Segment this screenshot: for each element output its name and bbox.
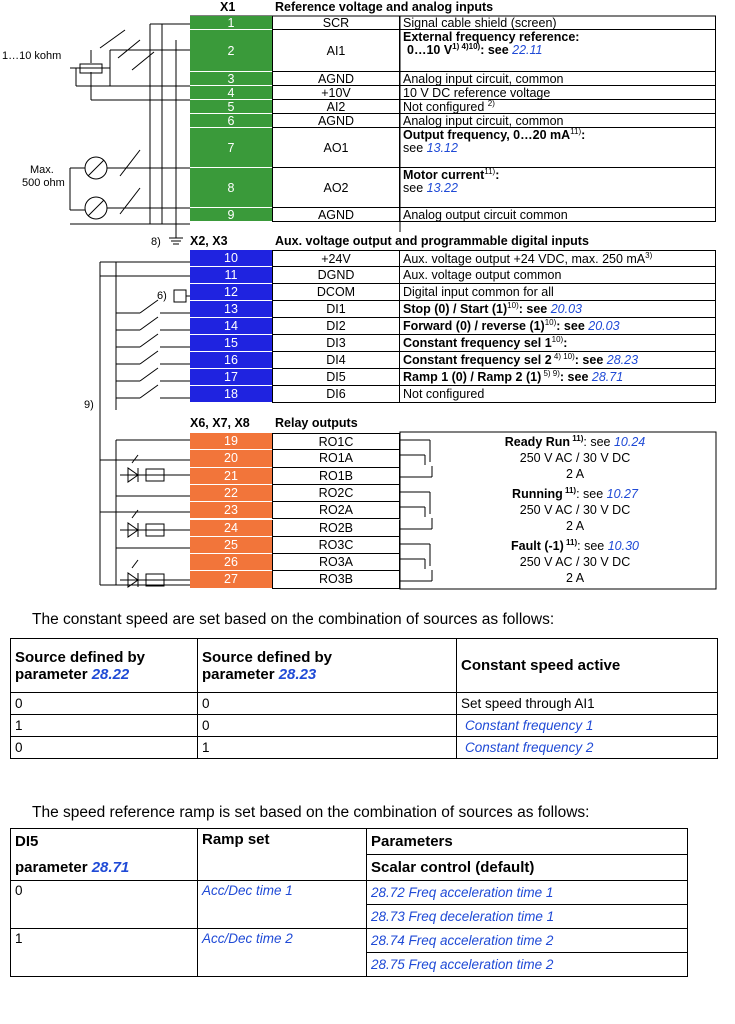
footnote: 11)	[570, 433, 584, 443]
relay-rating: 250 V AC / 30 V DC	[519, 503, 631, 517]
terminal-description	[400, 318, 716, 335]
signal-name: DI6	[272, 386, 400, 403]
terminal-number: 25	[190, 537, 272, 554]
t1-link-2823[interactable]: 28.23	[278, 665, 317, 683]
parameter-link[interactable]: 13.12	[426, 141, 458, 155]
terminal-number: 3	[190, 72, 272, 86]
x6-subtitle: Relay outputs	[275, 416, 358, 430]
parameter-link[interactable]: 20.03	[588, 319, 620, 333]
signal-name: AGND	[272, 208, 400, 222]
terminal-description	[400, 267, 716, 284]
desc-text-2: see	[403, 141, 427, 155]
t2-header-2: Ramp set	[198, 829, 367, 881]
signal-name: SCR	[272, 16, 400, 30]
signal-name: AGND	[272, 114, 400, 128]
max-label: Max.	[30, 164, 54, 176]
cell-parameter[interactable]: 28.72 Freq acceleration time 1	[367, 881, 688, 905]
x2-subtitle: Aux. voltage output and programmable digital inputs	[275, 234, 589, 248]
parameter-link[interactable]: 22.11	[512, 43, 543, 57]
signal-name: RO1B	[272, 468, 400, 485]
t2-header-1: DI5	[11, 829, 198, 855]
cell-di5: 1	[11, 929, 198, 977]
footnote: 11)	[570, 126, 582, 136]
note-8: 8)	[151, 236, 161, 248]
t2-link-2871[interactable]: 28.71	[91, 858, 130, 876]
desc-text: Aux. voltage output +24 VDC, max. 250 mA	[403, 252, 646, 266]
cell-ramp-set[interactable]: Acc/Dec time 1	[198, 881, 367, 929]
parameter-link[interactable]: 13.22	[426, 181, 458, 195]
parameter-link[interactable]: 28.23	[606, 353, 639, 367]
cell-source-2823: 0	[198, 715, 457, 737]
signal-name: DI1	[272, 301, 400, 318]
signal-name: RO3A	[272, 554, 400, 571]
terminal-number: 13	[190, 301, 272, 318]
terminal-description	[400, 86, 716, 100]
terminal-description	[400, 128, 716, 168]
cell-parameter[interactable]: 28.75 Freq acceleration time 2	[367, 953, 688, 977]
signal-name: DI4	[272, 352, 400, 369]
signal-name: RO3B	[272, 571, 400, 588]
terminal-description	[400, 16, 716, 30]
terminal-description	[400, 72, 716, 86]
footnote: 11)	[484, 166, 496, 176]
desc-text: Ramp 1 (0) / Ramp 2 (1)	[403, 370, 542, 384]
terminal-number: 23	[190, 502, 272, 519]
pot-label: 1…10 kohm	[2, 50, 62, 62]
relay-name: Fault (-1)	[511, 539, 564, 553]
terminal-number: 20	[190, 450, 272, 467]
x6-title: X6, X7, X8	[190, 416, 250, 430]
t2-header-3: Parameters	[367, 829, 688, 855]
signal-name: RO3C	[272, 537, 400, 554]
terminal-description	[400, 284, 716, 301]
footnote: 10)	[507, 300, 519, 310]
terminal-description	[400, 369, 716, 386]
table-row	[11, 737, 718, 759]
cell-constant-speed: Set speed through AI1	[457, 693, 718, 715]
terminal-number: 6	[190, 114, 272, 128]
relay-amps: 2 A	[565, 519, 585, 533]
signal-name: DCOM	[272, 284, 400, 301]
signal-name: +24V	[272, 250, 400, 267]
table-row	[11, 693, 718, 715]
terminal-number: 19	[190, 433, 272, 450]
signal-name: RO2B	[272, 520, 400, 537]
terminal-description	[400, 114, 716, 128]
signal-name: DGND	[272, 267, 400, 284]
relay-description	[445, 486, 705, 534]
relay-name: Running	[512, 487, 563, 501]
cell-source-2822: 0	[11, 693, 198, 715]
footnote: 10)	[551, 334, 564, 344]
footnote: 2)	[487, 98, 495, 108]
terminal-number: 24	[190, 520, 272, 537]
cell-ramp-set[interactable]: Acc/Dec time 2	[198, 929, 367, 977]
note-9: 9)	[84, 399, 94, 411]
signal-name: AI1	[272, 30, 400, 72]
terminal-number: 22	[190, 485, 272, 502]
cell-constant-speed[interactable]: Constant frequency 1	[457, 715, 718, 737]
t1-link-2822[interactable]: 28.22	[91, 665, 130, 683]
t2-header-3b: Scalar control (default)	[367, 855, 688, 881]
desc-colon: : see	[574, 353, 607, 367]
desc-text: Analog input circuit, common	[403, 72, 564, 86]
table-row	[11, 881, 688, 905]
cell-source-2823: 1	[198, 737, 457, 759]
cell-parameter[interactable]: 28.73 Freq deceleration time 1	[367, 905, 688, 929]
terminal-number: 1	[190, 16, 272, 30]
desc-text-2: 0…10 V	[407, 43, 453, 57]
relay-see: : see	[577, 539, 608, 553]
relay-description	[445, 434, 705, 482]
desc-colon: : see	[480, 43, 513, 57]
t1-header-2: Source defined by parameter 28.23	[198, 639, 457, 693]
desc-text: Motor current	[403, 168, 485, 182]
parameter-link[interactable]: 28.71	[591, 370, 624, 384]
note-6: 6)	[157, 290, 167, 302]
desc-text: Analog output circuit common	[403, 208, 568, 222]
parameter-link[interactable]: 10.27	[606, 487, 638, 501]
relay-see: : see	[576, 487, 607, 501]
footnote: 11)	[563, 537, 578, 547]
parameter-link[interactable]: 10.30	[607, 539, 639, 553]
relay-description	[445, 538, 705, 586]
desc-text: Output frequency, 0…20 mA	[403, 128, 571, 142]
terminal-description	[400, 100, 716, 114]
constant-speed-intro: The constant speed are set based on the combination of sources as follows:	[32, 611, 555, 628]
terminal-number: 5	[190, 100, 272, 114]
footnote: 5) 9)	[541, 368, 560, 378]
cell-source-2822: 1	[11, 715, 198, 737]
terminal-number: 4	[190, 86, 272, 100]
desc-text: Digital input common for all	[403, 285, 554, 299]
desc-text: Signal cable shield (screen)	[403, 16, 557, 30]
terminal-number: 17	[190, 369, 272, 386]
cell-di5: 0	[11, 881, 198, 929]
footnote: 1) 4)10)	[452, 41, 481, 51]
desc-text: Not configured	[403, 100, 488, 114]
footnote: 3)	[645, 250, 653, 260]
x1-subtitle: Reference voltage and analog inputs	[275, 0, 494, 14]
desc-text: External frequency reference:	[403, 30, 580, 44]
relay-see: : see	[583, 435, 614, 449]
terminal-number: 21	[190, 468, 272, 485]
cell-source-2823: 0	[198, 693, 457, 715]
x2-title: X2, X3	[190, 234, 228, 248]
ohm-label: 500 ohm	[22, 177, 65, 189]
relay-name: Ready Run	[504, 435, 571, 449]
cell-source-2822: 0	[11, 737, 198, 759]
footnote: 11)	[562, 485, 577, 495]
desc-colon: : see	[518, 302, 551, 316]
desc-colon: : see	[559, 370, 592, 384]
signal-name: RO2C	[272, 485, 400, 502]
desc-colon: :	[495, 168, 500, 182]
terminal-description	[400, 352, 716, 369]
signal-name: RO1C	[272, 433, 400, 450]
table-row	[11, 715, 718, 737]
signal-name: +10V	[272, 86, 400, 100]
terminal-number: 2	[190, 30, 272, 72]
desc-text: Not configured	[403, 387, 485, 401]
signal-name: DI2	[272, 318, 400, 335]
relay-rating: 250 V AC / 30 V DC	[519, 555, 631, 569]
desc-colon: : see	[556, 319, 589, 333]
terminal-description	[400, 250, 716, 267]
relay-amps: 2 A	[565, 571, 585, 585]
desc-colon: :	[563, 336, 568, 350]
footnote: 4) 10)	[551, 351, 575, 361]
terminal-number: 7	[190, 128, 272, 168]
t1-header-1: Source defined by parameter 28.22	[11, 639, 198, 693]
signal-name: AGND	[272, 72, 400, 86]
desc-text: Aux. voltage output common	[403, 268, 562, 282]
table-row	[11, 929, 688, 953]
t1-header-3: Constant speed active	[457, 639, 718, 693]
desc-text: Constant frequency sel 1	[403, 336, 552, 350]
signal-name: DI3	[272, 335, 400, 352]
signal-name: DI5	[272, 369, 400, 386]
desc-text: Stop (0) / Start (1)	[403, 302, 508, 316]
terminal-number: 18	[190, 386, 272, 403]
terminal-number: 11	[190, 267, 272, 284]
ramp-table	[10, 828, 688, 977]
terminal-number: 9	[190, 208, 272, 222]
relay-rating: 250 V AC / 30 V DC	[519, 451, 631, 465]
signal-name: AI2	[272, 100, 400, 114]
desc-text: Forward (0) / reverse (1)	[403, 319, 545, 333]
footnote: 10)	[544, 317, 557, 327]
signal-name: AO1	[272, 128, 400, 168]
terminal-description	[400, 168, 716, 208]
terminal-number: 12	[190, 284, 272, 301]
desc-text: Constant frequency sel 2	[403, 353, 552, 367]
terminal-description	[400, 386, 716, 403]
t2-header-1b: parameter 28.71	[11, 855, 198, 881]
relay-amps: 2 A	[565, 467, 585, 481]
terminal-number: 8	[190, 168, 272, 208]
desc-colon: :	[581, 128, 586, 142]
terminal-description	[400, 335, 716, 352]
terminal-description	[400, 30, 716, 72]
signal-name: AO2	[272, 168, 400, 208]
x1-title: X1	[220, 0, 236, 14]
terminal-description	[400, 301, 716, 318]
signal-name: RO1A	[272, 450, 400, 467]
parameter-link[interactable]: 10.24	[613, 435, 646, 449]
terminal-number: 27	[190, 571, 272, 588]
desc-text: 10 V DC reference voltage	[403, 86, 551, 100]
terminal-description	[400, 208, 716, 222]
signal-name: RO2A	[272, 502, 400, 519]
desc-text: Analog input circuit, common	[403, 114, 564, 128]
terminal-number: 10	[190, 250, 272, 267]
desc-text-2: see	[403, 181, 427, 195]
terminal-number: 26	[190, 554, 272, 571]
cell-parameter[interactable]: 28.74 Freq acceleration time 2	[367, 929, 688, 953]
parameter-link[interactable]: 20.03	[550, 302, 582, 316]
terminal-number: 14	[190, 318, 272, 335]
terminal-number: 15	[190, 335, 272, 352]
ramp-intro: The speed reference ramp is set based on the combination of sources as follows:	[32, 804, 590, 821]
constant-speed-table	[10, 638, 718, 759]
terminal-number: 16	[190, 352, 272, 369]
cell-constant-speed[interactable]: Constant frequency 2	[457, 737, 718, 759]
